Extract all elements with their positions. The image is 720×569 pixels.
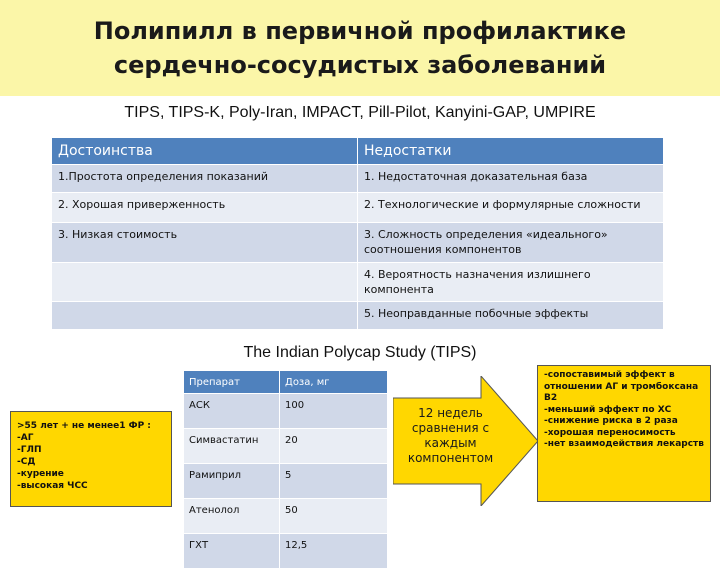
trials-list: TIPS, TIPS-K, Poly-Iran, IMPACT, Pill-Pilot, Kanyini-GAP, UMPIRE	[124, 104, 596, 121]
dose-header: Доза, мг	[280, 371, 388, 394]
effect-line: -хорошая переносимость	[544, 427, 676, 438]
table-row	[184, 499, 388, 534]
dose-cell: 50	[280, 499, 388, 534]
drug-cell: Атенолол	[184, 499, 280, 534]
effect-line: -меньший эффект по ХС	[544, 404, 672, 415]
criteria-line: -курение	[17, 469, 64, 479]
pro-cell: 2. Хорошая приверженность	[52, 193, 358, 223]
drug-cell: ГХТ	[184, 534, 280, 569]
con-cell: 2. Технологические и формулярные сложности	[358, 193, 664, 223]
drug-cell: Симвастатин	[184, 429, 280, 464]
criteria-line: -АГ	[17, 433, 34, 443]
table-row	[52, 223, 664, 263]
effect-line: -нет взаимодействия лекарств	[544, 439, 704, 449]
study-title: The Indian Polycap Study (TIPS)	[243, 344, 477, 361]
comparison-arrow	[393, 376, 543, 506]
drug-cell: Рамиприл	[184, 464, 280, 499]
effect-line: -сопоставимый эффект в отношении АГ и тромбоксана В2	[544, 370, 699, 403]
con-cell: 5. Неоправданные побочные эффекты	[358, 302, 664, 330]
effects-box	[537, 365, 711, 502]
con-cell: 1. Недостаточная доказательная база	[358, 165, 664, 193]
dose-cell: 100	[280, 394, 388, 429]
cons-header: Недостатки	[358, 138, 664, 165]
dose-cell: 5	[280, 464, 388, 499]
effect-line: -снижение риска в 2 раза	[544, 416, 678, 426]
pros-cons-table	[51, 137, 664, 330]
table-row	[184, 429, 388, 464]
con-cell: 3. Сложность определения «идеального» соотношения компонентов	[358, 223, 664, 263]
dose-cell: 12,5	[280, 534, 388, 569]
table-row	[52, 302, 664, 330]
pro-cell	[52, 263, 358, 302]
inclusion-criteria-box	[10, 411, 172, 507]
title-band	[0, 0, 720, 96]
criteria-line: -ГЛП	[17, 445, 42, 455]
criteria-line: >55 лет + не менее1 ФР :	[17, 421, 151, 431]
drug-cell: АСК	[184, 394, 280, 429]
table-row	[52, 193, 664, 223]
table-row	[52, 165, 664, 193]
table-row	[184, 394, 388, 429]
drug-table	[183, 370, 388, 569]
criteria-line: -СД	[17, 457, 36, 467]
dose-cell: 20	[280, 429, 388, 464]
drug-header: Препарат	[184, 371, 280, 394]
table-row	[184, 534, 388, 569]
pro-cell	[52, 302, 358, 330]
con-cell: 4. Вероятность назначения излишнего компонента	[358, 263, 664, 302]
pro-cell: 1.Простота определения показаний	[52, 165, 358, 193]
arrow-label: 12 недель сравнения с каждым компонентом	[407, 406, 494, 465]
criteria-line: -высокая ЧСС	[17, 481, 88, 491]
table-row	[52, 263, 664, 302]
pros-header: Достоинства	[52, 138, 358, 165]
slide-title: Полипилл в первичной профилактике сердечно-сосудистых заболеваний	[93, 17, 627, 79]
pro-cell: 3. Низкая стоимость	[52, 223, 358, 263]
table-row	[184, 464, 388, 499]
